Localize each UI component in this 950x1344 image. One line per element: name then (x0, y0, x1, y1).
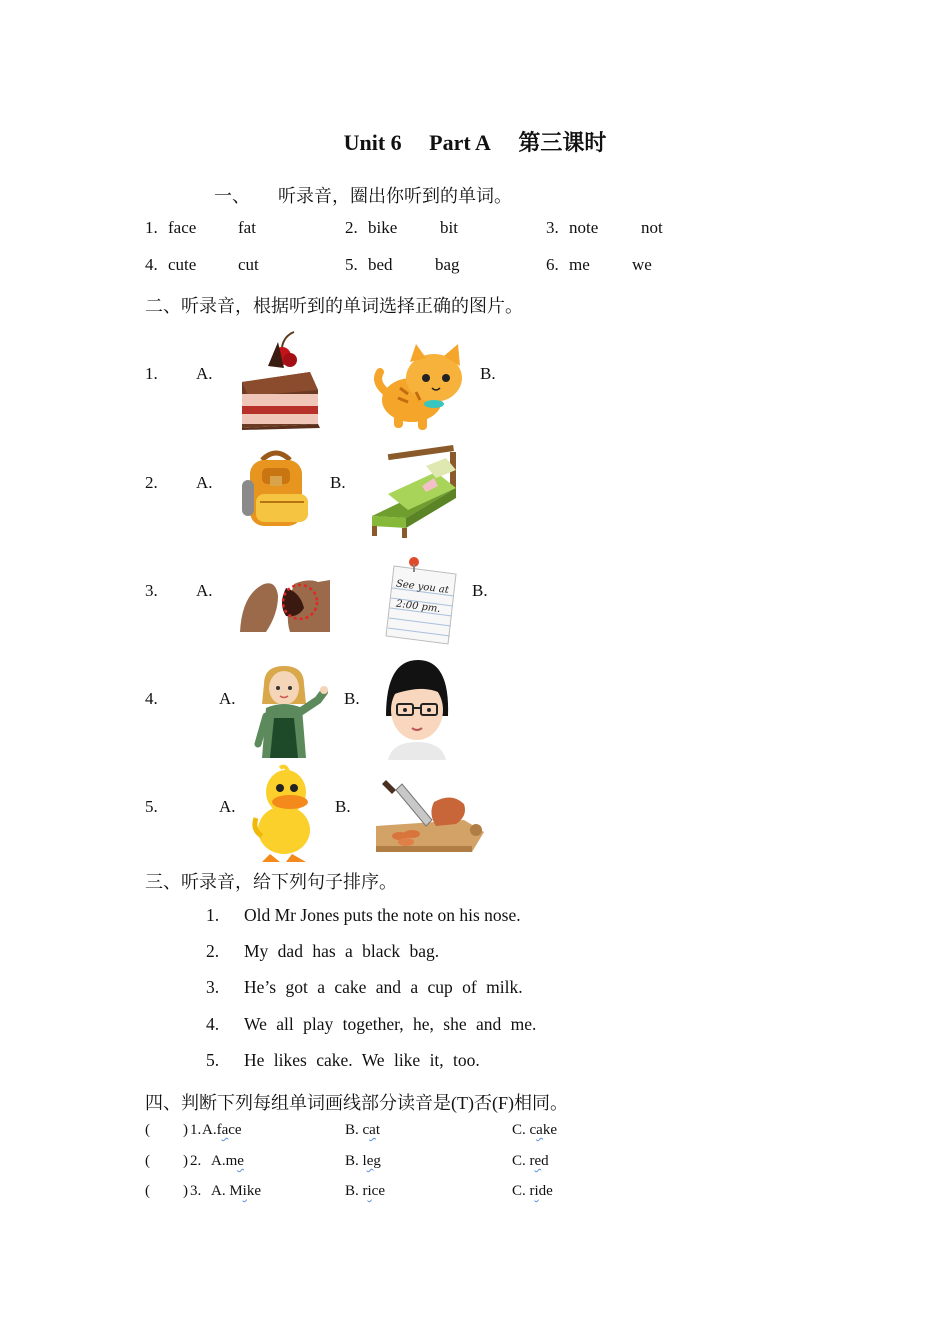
cutting-board-image[interactable] (372, 780, 486, 856)
word-pair-number: 3. (546, 218, 559, 237)
word-b: B. leg (345, 1153, 381, 1169)
sentence-text: He likes cake. We like it, too. (244, 1050, 480, 1070)
title-part: Part A (429, 130, 491, 155)
section2-heading: 二、听录音，根据听到的单词选择正确的图片。 (145, 296, 523, 316)
picture-item-number: 2. (145, 473, 158, 492)
note-text-line-2: 2:00 pm. (395, 598, 442, 615)
picture-item-number: 4. (145, 689, 158, 708)
sentence-text: Old Mr Jones puts the note on his nose. (244, 905, 521, 925)
sentence-text: We all play together, he, she and me. (244, 1014, 537, 1034)
word-pair-number: 6. (546, 255, 559, 274)
option-a-label[interactable]: A. (196, 473, 213, 492)
word-c: C. cake (512, 1122, 558, 1138)
word-a: A. Mike (211, 1183, 262, 1199)
title-lesson: 第三课时 (518, 130, 607, 155)
picture-item-number: 5. (145, 797, 158, 816)
question-number: 3. (190, 1183, 202, 1199)
section4-heading: 四、判断下列每组单词画线部分读音是(T)否(F)相同。 (145, 1093, 568, 1113)
sentence-text: He’s got a cake and a cup of milk. (244, 977, 523, 997)
nose-image[interactable] (238, 574, 332, 634)
word-pair-number: 5. (345, 255, 358, 274)
option-a-label[interactable]: A. (196, 581, 213, 600)
word-option[interactable]: fat (238, 218, 256, 237)
option-a-label[interactable]: A. (219, 689, 236, 708)
note-image[interactable] (384, 556, 460, 646)
answer-paren-close[interactable]: ) (183, 1153, 188, 1169)
sentence-text: My dad has a black bag. (244, 941, 440, 961)
word-pair-number: 2. (345, 218, 358, 237)
question-number: 2. (190, 1153, 202, 1169)
option-a-label[interactable]: A. (196, 364, 213, 383)
cat-image[interactable] (372, 342, 466, 432)
section1-number: 一、 (214, 186, 250, 206)
option-b-label[interactable]: B. (472, 581, 488, 600)
question-number: 1. (190, 1122, 202, 1138)
boy-image[interactable] (380, 656, 454, 762)
sentence-number: 4. (206, 1014, 220, 1034)
picture-item-number: 3. (145, 581, 158, 600)
title-unit: Unit 6 (343, 130, 402, 155)
option-b-label[interactable]: B. (344, 689, 360, 708)
word-option[interactable]: face (168, 218, 197, 237)
word-option[interactable]: note (569, 218, 599, 237)
word-a: A.me (211, 1153, 244, 1169)
answer-paren-open[interactable]: ( (145, 1183, 150, 1199)
answer-paren-close[interactable]: ) (183, 1122, 188, 1138)
word-option[interactable]: bed (368, 255, 393, 274)
word-a: A.face (202, 1122, 242, 1138)
section3-heading: 三、听录音，给下列句子排序。 (145, 872, 397, 892)
option-b-label[interactable]: B. (480, 364, 496, 383)
word-b: B. cat (345, 1122, 381, 1138)
word-option[interactable]: bit (440, 218, 458, 237)
word-option[interactable]: me (569, 255, 590, 274)
answer-paren-close[interactable]: ) (183, 1183, 188, 1199)
word-option[interactable]: cute (168, 255, 197, 274)
answer-paren-open[interactable]: ( (145, 1153, 150, 1169)
cake-image[interactable] (238, 330, 322, 430)
option-b-label[interactable]: B. (330, 473, 346, 492)
section1-heading: 听录音，圈出你听到的单词。 (278, 186, 512, 206)
sentence-number: 5. (206, 1050, 220, 1070)
word-option[interactable]: we (632, 255, 652, 274)
word-option[interactable]: bag (435, 255, 460, 274)
bed-image[interactable] (368, 446, 460, 540)
picture-item-number: 1. (145, 364, 158, 383)
girl-image[interactable] (252, 664, 330, 760)
word-option[interactable]: not (641, 218, 663, 237)
word-c: C. ride (512, 1183, 553, 1199)
sentence-number: 1. (206, 905, 220, 925)
note-text-line-1: See you at (395, 578, 450, 597)
answer-paren-open[interactable]: ( (145, 1122, 150, 1138)
sentence-number: 3. (206, 977, 220, 997)
option-b-label[interactable]: B. (335, 797, 351, 816)
sentence-number: 2. (206, 941, 220, 961)
page-title (0, 126, 950, 157)
backpack-image[interactable] (238, 450, 314, 530)
word-option[interactable]: bike (368, 218, 398, 237)
word-option[interactable]: cut (238, 255, 259, 274)
word-pair-number: 1. (145, 218, 158, 237)
duck-image[interactable] (252, 766, 324, 864)
word-c: C. red (512, 1153, 549, 1169)
word-pair-number: 4. (145, 255, 158, 274)
option-a-label[interactable]: A. (219, 797, 236, 816)
word-b: B. rice (345, 1183, 385, 1199)
